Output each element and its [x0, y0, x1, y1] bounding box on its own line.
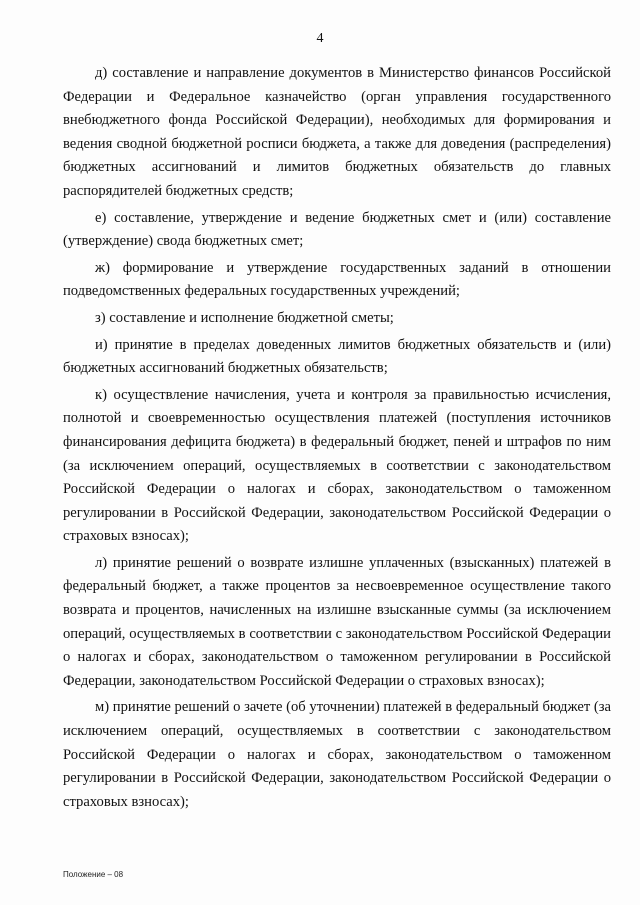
paragraph-z: з) составление и исполнение бюджетной сметы; — [95, 309, 394, 326]
paragraph-d: д) составление и направление документов в Министерство финансов Российской Федерации и Федеральное казначейство (орган управления государственного внебюджетного фонда Российской Федерации), необходимых для формирования и ведения сводной бюджетной росписи бюджета, а также для доведения (распределения) бюджетных ассигнований и лимитов бюджетных обязательств до главных распорядителей бюджетных средств; — [63, 65, 611, 199]
paragraph-k: к) осуществление начисления, учета и контроля за правильностью исчисления, полнотой и своевременностью осуществления платежей (поступления источников финансирования дефицита бюджета) в федеральный бюджет, пеней и штрафов по ним (за исключением операций, осуществляемых в соответствии с законодательством Российской Федерации о налогах и сборах, законодательством о таможенном регулировании в Российской Федерации, законодательством Российской Федерации о страховых взносах); — [63, 386, 611, 545]
footer-document-code: Положение – 08 — [63, 870, 124, 879]
document-body — [63, 62, 611, 814]
paragraph-i: и) принятие в пределах доведенных лимитов бюджетных обязательств и (или) бюджетных ассигнований бюджетных обязательств; — [63, 336, 611, 377]
page-number: 4 — [316, 31, 324, 46]
paragraph-e: е) составление, утверждение и ведение бюджетных смет и (или) составление (утверждение) свода бюджетных смет; — [63, 209, 611, 250]
paragraph-m: м) принятие решений о зачете (об уточнении) платежей в федеральный бюджет (за исключением операций, осуществляемых в соответствии с законодательством Российской Федерации о налогах и сборах, законодательством о таможенном регулировании в Российской Федерации, законодательством Российской Федерации о страховых взносах); — [63, 699, 611, 810]
paragraph-zh: ж) формирование и утверждение государственных заданий в отношении подведомственных федеральных государственных учреждений; — [63, 259, 611, 300]
paragraph-l: л) принятие решений о возврате излишне уплаченных (взысканных) платежей в федеральный бюджет, а также процентов за несвоевременное осуществление такого возврата и процентов, начисленных на излишне взысканные суммы (за исключением операций, осуществляемых в соответствии с законодательством Российской Федерации о налогах и сборах, законодательством о таможенном регулировании в Российской Федерации, законодательством Российской Федерации о страховых взносах); — [63, 554, 611, 689]
